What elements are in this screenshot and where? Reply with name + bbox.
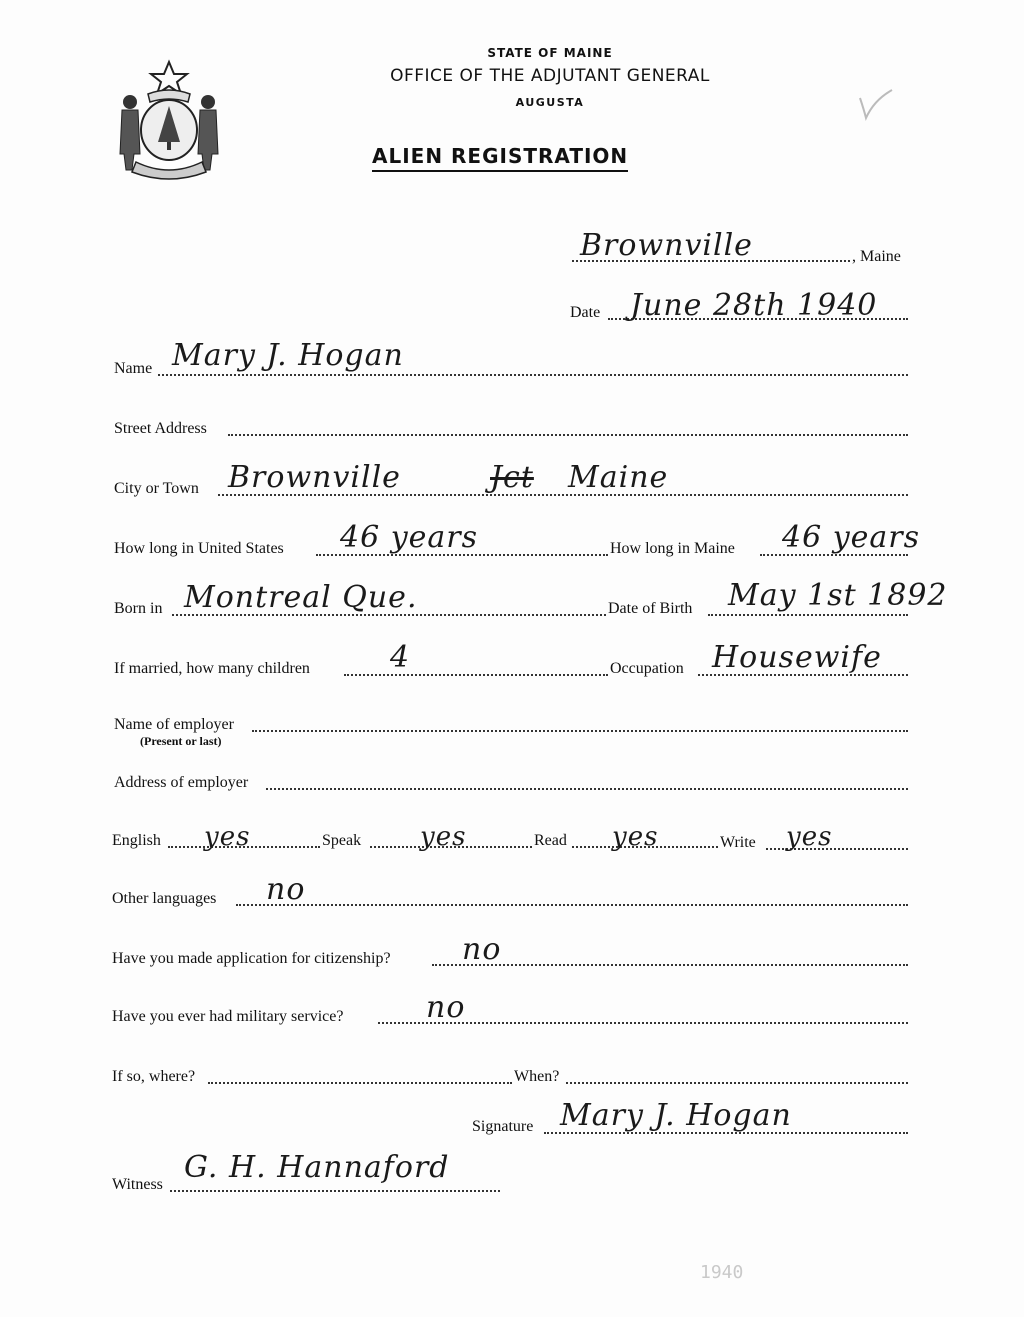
occupation-value: Housewife [712, 640, 882, 675]
how-long-maine-label: How long in Maine [610, 540, 735, 557]
military-label: Have you ever had military service? [112, 1008, 344, 1025]
city-label: City or Town [114, 480, 199, 497]
children-value: 4 [390, 640, 411, 675]
other-languages-value: no [266, 872, 306, 907]
place-value: Brownville [580, 228, 753, 263]
faded-date-stamp: 1940 [700, 1262, 744, 1283]
citizenship-line [432, 964, 908, 966]
date-label: Date [570, 304, 601, 321]
dob-line [708, 614, 908, 616]
military-value: no [426, 990, 466, 1025]
name-value: Mary J. Hogan [172, 338, 404, 373]
form-title: ALIEN REGISTRATION [372, 144, 628, 172]
born-value: Montreal Que. [184, 580, 418, 615]
name-line [158, 374, 908, 376]
speak-label: Speak [322, 832, 362, 849]
children-label: If married, how many children [114, 660, 310, 677]
name-label: Name [114, 360, 153, 377]
born-label: Born in [114, 600, 163, 617]
employer-address-line [266, 788, 908, 790]
employer-note: (Present or last) [140, 734, 222, 748]
occupation-label: Occupation [610, 660, 684, 677]
when-label: When? [514, 1068, 560, 1085]
citizenship-label: Have you made application for citizenship? [112, 950, 391, 967]
how-long-maine-value: 46 years [782, 520, 921, 555]
city-value-struck: Jct [490, 460, 534, 495]
employer-address-label: Address of employer [114, 774, 249, 791]
dob-value: May 1st 1892 [728, 578, 948, 613]
witness-value: G. H. Hannaford [184, 1150, 450, 1185]
maine-state-seal-icon [110, 58, 228, 180]
street-label: Street Address [114, 420, 207, 437]
dob-label: Date of Birth [608, 600, 693, 617]
english-label: English [112, 832, 161, 849]
other-languages-line [236, 904, 908, 906]
how-long-us-label: How long in United States [114, 540, 284, 557]
write-label: Write [720, 834, 756, 851]
office-heading: OFFICE OF THE ADJUTANT GENERAL [390, 66, 710, 86]
signature-value: Mary J. Hogan [560, 1098, 792, 1133]
place-suffix: , Maine [852, 248, 901, 265]
speak-value: yes [420, 822, 467, 852]
where-label: If so, where? [112, 1068, 196, 1085]
how-long-us-value: 46 years [340, 520, 479, 555]
read-value: yes [612, 822, 659, 852]
check-mark-icon [856, 86, 896, 122]
city-value-state: Maine [568, 460, 669, 495]
signature-label: Signature [472, 1118, 534, 1135]
state-heading: STATE OF MAINE [487, 46, 613, 60]
where-line [208, 1082, 512, 1084]
read-label: Read [534, 832, 567, 849]
children-line [344, 674, 608, 676]
date-value: June 28th 1940 [630, 288, 878, 323]
citizenship-value: no [462, 932, 502, 967]
when-line [566, 1082, 908, 1084]
city-heading: AUGUSTA [515, 96, 585, 109]
witness-line [170, 1190, 500, 1192]
witness-label: Witness [112, 1176, 163, 1193]
employer-label: Name of employer [114, 716, 234, 733]
employer-line [252, 730, 908, 732]
write-value: yes [786, 822, 833, 852]
city-value-town: Brownville [228, 460, 401, 495]
other-languages-label: Other languages [112, 890, 217, 907]
street-line [228, 434, 908, 436]
english-value: yes [204, 822, 251, 852]
